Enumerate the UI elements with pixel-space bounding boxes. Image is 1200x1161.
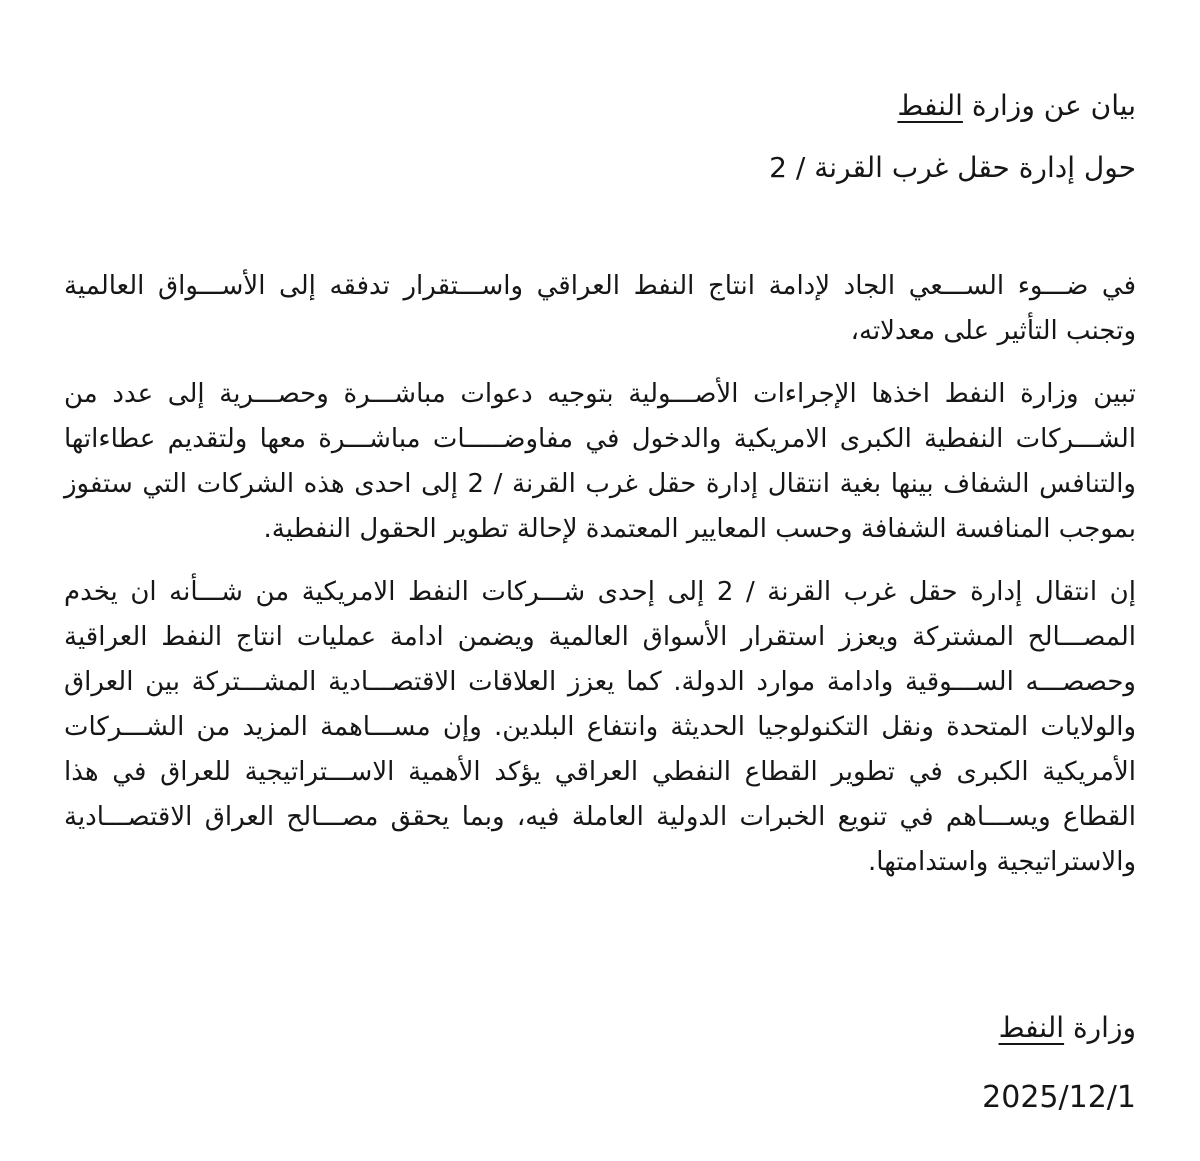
- paragraph-intro: في ضـــوء الســـعي الجاد لإدامة انتاج النفط العراقي واســـتقرار تدفقه إلى الأســـواق العالمية وتجنب التأثير على معدلاته،: [64, 271, 1136, 346]
- document-subtitle: حول إدارة حقل غرب القرنة / 2: [769, 151, 1136, 184]
- document-title-text: بيان عن وزارة: [962, 89, 1136, 122]
- document-footer: [64, 1005, 1136, 1118]
- signature-text: وزارة: [1064, 1011, 1136, 1044]
- document-header: [64, 86, 1136, 188]
- document-title-underlined-word: النفط: [897, 89, 963, 122]
- document-body: [64, 264, 1136, 885]
- signature: [64, 1005, 1136, 1050]
- document-date: 2025/12/1: [982, 1080, 1136, 1115]
- document-title: [64, 86, 1136, 126]
- signature-underlined-word: النفط: [998, 1011, 1065, 1044]
- paragraph-benefits: إن انتقال إدارة حقل غرب القرنة / 2 إلى إحدى شـــركات النفط الامريكية من شـــأنه ان يخدم المصـــالح المشتركة ويعزز استقرار الأسواق العالمية ويضمن ادامة عمليات انتاج النفط العراقية وحصصـــه الســـوقية وادامة موارد الدولة. كما يعزز العلاقات الاقتصـــادية المشـــتركة بين العراق والولايات المتحدة ونقل التكنولوجيا الحديثة وانتفاع البلدين. وإن مســـاهمة المزيد من الشـــركات الأمريكية الكبرى في تطوير القطاع النفطي العراقي يؤكد الأهمية الاســـتراتيجية للعراق في هذا القطاع ويســـاهم في تنويع الخبرات الدولية العاملة فيه، وبما يحقق مصـــالح العراق الاقتصـــادية والاستراتيجية واستدامتها.: [64, 577, 1136, 877]
- paragraph-procedures: تبين وزارة النفط اخذها الإجراءات الأصـــولية بتوجيه دعوات مباشـــرة وحصـــرية إلى عدد من الشـــركات النفطية الكبرى الامريكية والدخول في مفاوضـــــات مباشـــرة معها ولتقديم عطاءاتها والتنافس الشفاف بينها بغية انتقال إدارة حقل غرب القرنة / 2 إلى احدى هذه الشركات التي ستفوز بموجب المنافسة الشفافة وحسب المعايير المعتمدة لإحالة تطوير الحقول النفطية.: [64, 379, 1136, 544]
